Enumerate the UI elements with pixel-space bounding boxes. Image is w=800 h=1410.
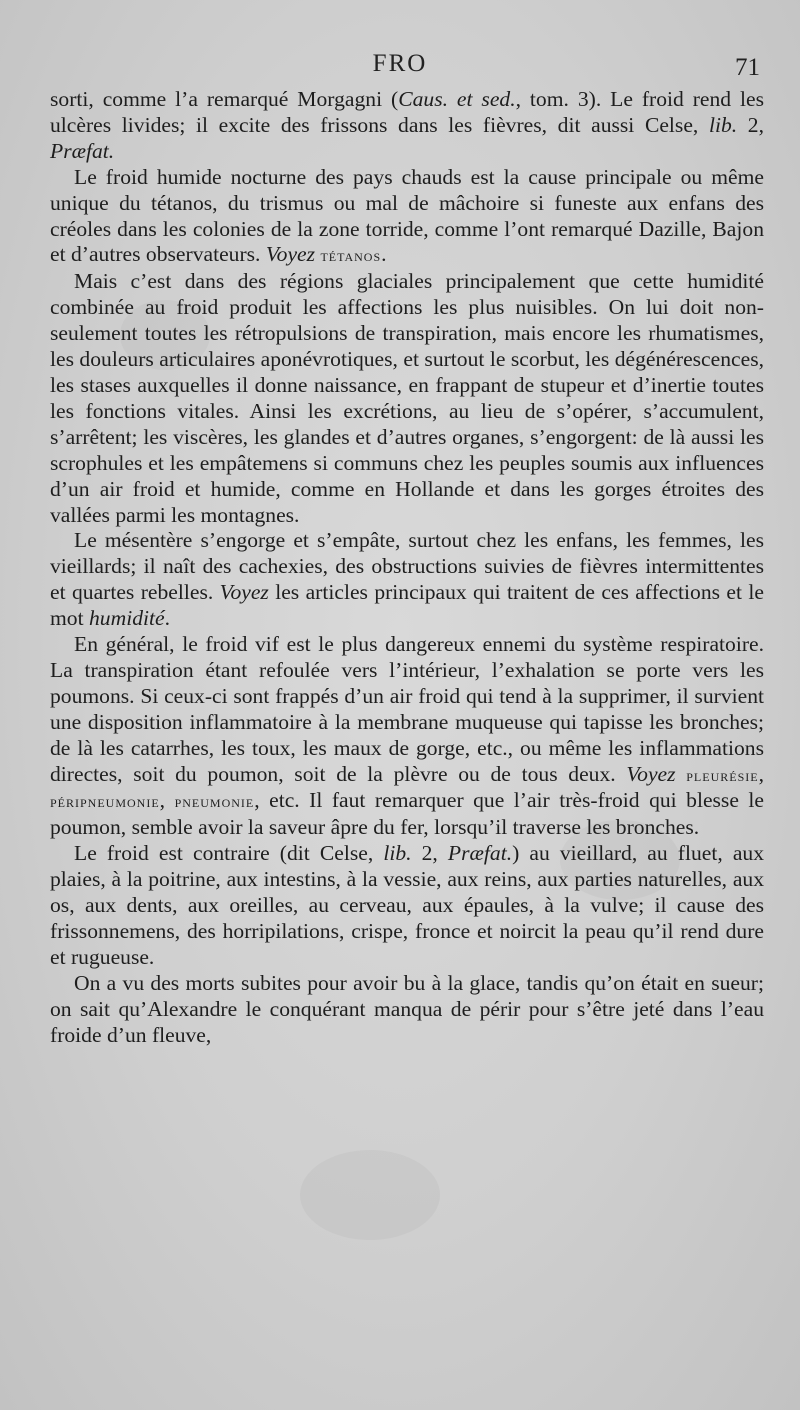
- text-run: Le froid humide nocturne des pays chauds est la cause principale ou même unique du tétanos, du trismus ou mal de mâchoire si funeste aux enfans des créoles dans les colonies de la zone torride, comme l’ont remarqué Dazille, Bajon et d’autres observateurs.: [50, 164, 764, 267]
- running-head: FRO: [372, 50, 428, 77]
- page-header: [0, 48, 800, 82]
- text-run: Le froid est contraire (dit Celse,: [74, 841, 384, 866]
- paragraph: [50, 841, 764, 971]
- text-run: 2,: [737, 112, 764, 137]
- small-caps-text: péripneumonie: [50, 792, 160, 812]
- text-run: En général, le froid vif est le plus dangereux ennemi du système respiratoire. La transpiration étant refoulée vers l’intérieur, l’exhalation se porte vers les poumons. Si ceux-ci sont frappés d’un air froid qui tend à la supprimer, il survient une disposition inflammatoire à la membrane muqueuse qui tapisse les bronches; de là les catarrhes, les toux, les maux de gorge, etc., ou même les inflammations directes, soit du poumon, soit de la plèvre ou de tous deux.: [50, 632, 764, 786]
- paragraph: [50, 528, 764, 632]
- italic-text: lib.: [708, 112, 738, 137]
- paragraph: [50, 165, 764, 270]
- italic-text: lib.: [383, 841, 412, 866]
- italic-text: Præfat.: [50, 138, 115, 163]
- text-run: Le mésentère s’engorge et s’empâte, surtout chez les enfans, les femmes, les vieillards; il naît des cachexies, des obstructions suivies de fièvres intermittentes et quartes rebelles.: [50, 528, 764, 605]
- text-run: .: [164, 606, 170, 631]
- paper-stain: [300, 1150, 440, 1240]
- text-run: ) au vieillard, au fluet, aux plaies, à la poitrine, aux intestins, à la vessie, aux reins, aux parties naturelles, aux os, aux dents, aux oreilles, au cerveau, aux épaules, à la vulve; il cause des frissonnemens, des horripilations, crispe, fronce et noircit la peau qu’il rend dure et rugueuse.: [50, 841, 764, 969]
- paragraph: [50, 632, 764, 841]
- italic-text: humidité: [89, 606, 165, 631]
- text-run: les articles principaux qui traitent de ces affections et le mot: [50, 580, 764, 631]
- italic-text: Voyez: [265, 242, 316, 267]
- text-run: sorti, comme l’a remarqué Morgagni (: [50, 87, 399, 111]
- small-caps-text: pleurésie: [686, 765, 759, 785]
- paragraph: [50, 971, 764, 1049]
- text-run: Mais c’est dans des régions glaciales principalement que cette humidité combinée au froid produit les affections les plus nuisibles. On lui doit non-seulement toutes les rétropulsions de transpiration, mais encore les rhumatismes, les douleurs articulaires aponévrotiques, et surtout le scorbut, les dégénérescences, les stases auxquelles il donne naissance, en frappant de stupeur et d’inertie toutes les fonctions vitales. Ainsi les excrétions, au lieu de s’opérer, s’accumulent, s’arrêtent; les viscères, les glandes et d’autres organes, s’engorgent: de là aussi les scrophules et les empâtemens si communs chez les peuples soumis aux influences d’un air froid et humide, comme en Hollande et dans les gorges étroites des vallées parmi les montagnes.: [50, 269, 764, 527]
- text-run: On a vu des morts subites pour avoir bu à la glace, tandis qu’on était en sueur; on sait qu’Alexandre le conquérant manqua de périr pour s’être jeté dans l’eau froide d’un fleuve,: [50, 970, 764, 1047]
- small-caps-text: tétanos: [320, 246, 382, 266]
- text-run: .: [381, 242, 387, 267]
- paragraph: [50, 269, 764, 528]
- text-run: ,: [758, 761, 764, 786]
- text-run: 2,: [411, 841, 448, 866]
- italic-text: Caus. et sed.: [398, 87, 516, 111]
- text-run: [676, 762, 687, 786]
- italic-text: Voyez: [219, 580, 269, 605]
- text-run: , tom. 3). Le froid rend les ulcères livides; il excite des frissons dans les fièvres, dit aussi Celse,: [50, 87, 764, 137]
- text-run: , etc. Il faut remarquer que l’air très-froid qui blesse le poumon, semble avoir la saveur âpre du fer, lorsqu’il traverse les bronches.: [50, 788, 764, 840]
- small-caps-text: pneumonie: [174, 792, 255, 812]
- body-text: [50, 87, 764, 1049]
- paragraph: [50, 87, 764, 165]
- italic-text: Voyez: [626, 761, 676, 786]
- text-run: ,: [159, 788, 175, 813]
- page-number: 71: [735, 54, 760, 81]
- italic-text: Præfat.: [447, 841, 513, 866]
